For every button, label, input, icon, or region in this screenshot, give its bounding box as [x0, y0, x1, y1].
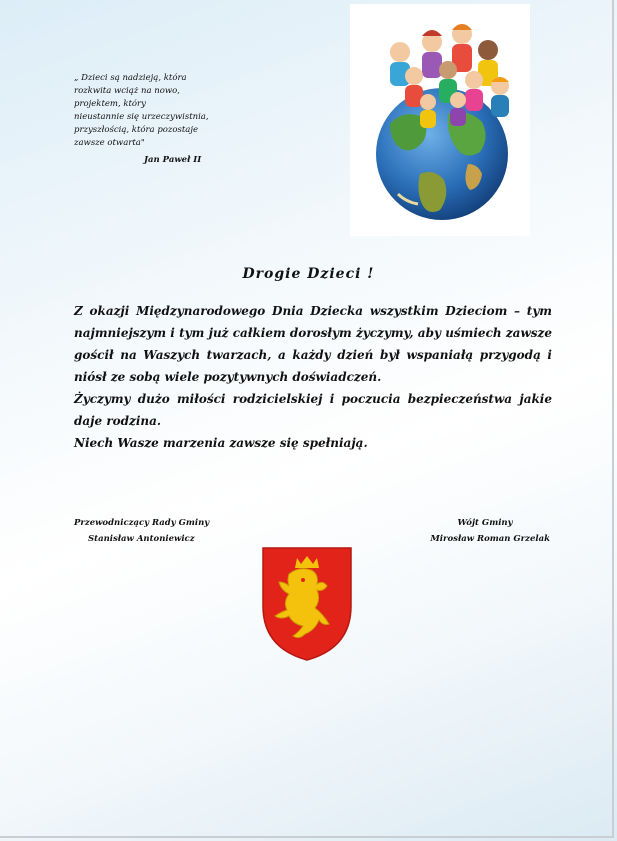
quote-author: Jan Paweł II — [144, 155, 202, 165]
quote-line: nieustannie się urzeczywistnia, — [74, 112, 209, 122]
greeting-paragraph: Z okazji Międzynarodowego Dnia Dziecka wszystkim Dzieciom – tym najmniejszym i tym już całkiem dorosłym życzymy, aby uśmiech zawsze gościł na Waszych twarzach, a każdy dzień był wspaniałą przygodą i niósł ze sobą wiele pozytywnych doświadczeń. — [74, 304, 552, 384]
greeting-paragraph: Niech Wasze marzenia zawsze się spełniają. — [74, 436, 368, 450]
quote-block — [74, 72, 224, 167]
signature-right-name: Mirosław Roman Grzelak — [430, 534, 550, 544]
signature-left — [74, 515, 274, 547]
signature-right-title: Wójt Gminy — [457, 518, 513, 528]
quote-line: zawsze otwarta" — [74, 138, 145, 148]
quote-line: „ Dzieci są nadzieją, która — [74, 73, 187, 83]
globe-children-icon — [350, 4, 530, 236]
quote-line: przyszłością, która pozostaje — [74, 125, 198, 135]
greeting-heading: Drogie Dzieci ! — [242, 266, 375, 282]
quote-line: projektem, który — [74, 99, 146, 109]
coat-of-arms-icon — [259, 544, 355, 662]
signature-left-name: Stanisław Antoniewicz — [88, 534, 195, 544]
signature-right — [400, 515, 550, 547]
greeting-paragraph: Życzymy dużo miłości rodzicielskiej i poczucia bezpieczeństwa jakie daje rodzina. — [74, 392, 552, 428]
greeting-body — [74, 300, 552, 454]
quote-line: rozkwita wciąż na nowo, — [74, 86, 180, 96]
signature-left-title: Przewodniczący Rady Gminy — [74, 518, 210, 528]
